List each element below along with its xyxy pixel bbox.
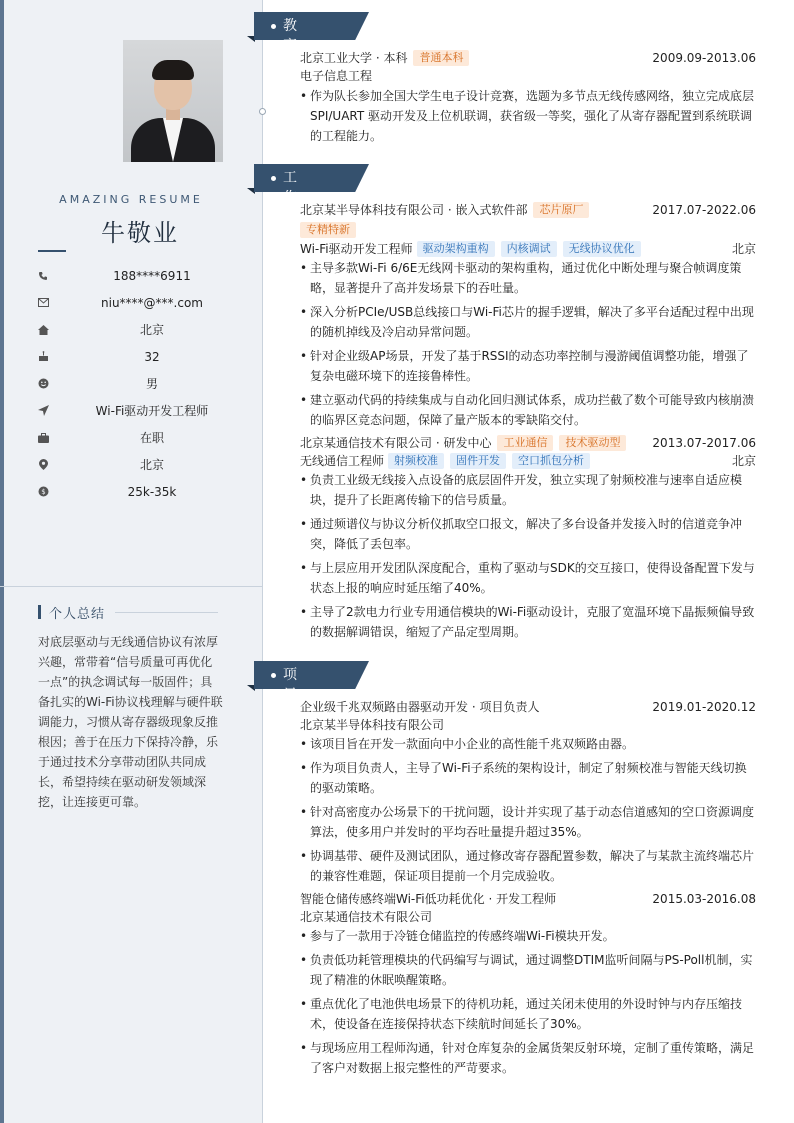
info-row-position (36, 397, 246, 424)
job-2-role-tag-2: 固件开发 (450, 453, 506, 469)
job-1-date: 2017.07-2022.06 (652, 203, 756, 217)
resume-tagline: AMAZING RESUME (59, 193, 203, 206)
list-item: • 负责低功耗管理模块的代码编写与调试，通过调整DTIM监听间隔与PS-Poll机制，实现了精准的休眠唤醒策略。 (300, 950, 756, 990)
job-1-company-tag-1: 芯片原厂 (533, 202, 589, 218)
location-text: 北京 (139, 458, 164, 472)
job-2-role-row (300, 452, 756, 470)
list-item: • 协调基带、硬件及测试团队，通过修改寄存器配置参数，解决了与某款主流终端芯片的兼容性难题，保证项目提前一个月完成验收。 (300, 846, 756, 886)
summary-text: 对底层驱动与无线通信协议有浓厚兴趣，常带着“信号质量可再优化一点”的执念调试每一版固件；具备扎实的Wi-Fi协议栈理解与硬件联调能力，习惯从寄存器级现象反推根因；善于在压力下保持冷静，乐于通过技术分享带动团队共同成长，希望持续在驱动研发领域深挖，让连接更可靠。 (38, 635, 223, 809)
project-2-date: 2015.03-2016.08 (652, 892, 756, 906)
briefcase-icon (36, 433, 50, 443)
education-major: 电子信息工程 (300, 69, 373, 83)
list-item: • 主导多款Wi-Fi 6/6E无线网卡驱动的架构重构，通过优化中断处理与聚合帧调度策略，显著提升了高并发场景下的吞吐量。 (300, 258, 756, 298)
info-row-status (36, 424, 246, 451)
job-1-role-tag-3: 无线协议优化 (563, 241, 641, 257)
job-1-role-tag-2: 内核调试 (501, 241, 557, 257)
contact-info-list (36, 262, 246, 505)
list-item: • 与上层应用开发团队深度配合，重构了驱动与SDK的交互接口，使得设备配置下发与状态上报的响应时延压缩了40%。 (300, 558, 756, 598)
section-title-education: 教育经历 (283, 18, 298, 94)
project-1-company: 北京某半导体科技有限公司 (300, 718, 445, 732)
list-item: • 深入分析PCIe/USB总线接口与Wi-Fi芯片的握手逻辑，解决了多平台适配过程中出现的随机掉线及冷启动异常问题。 (300, 302, 756, 342)
phone-icon (36, 271, 50, 281)
list-item: • 主导了2款电力行业专用通信模块的Wi-Fi驱动设计，克服了宽温环境下晶振频偏导致的数据解调错误，缩短了产品定型周期。 (300, 602, 756, 642)
sidebar-divider (0, 586, 262, 587)
home-icon (36, 325, 50, 335)
job-2-role: 无线通信工程师 (300, 454, 385, 468)
money-icon (36, 486, 50, 497)
list-item: • 作为队长参加全国大学生电子设计竞赛，选题为多节点无线传感网络，独立完成底层SPI/UART 驱动开发及上位机联调，获省级一等奖，强化了从寄存器配置到系统联调的工程能力。 (300, 86, 756, 146)
sidebar-edge-stripe (0, 0, 4, 1123)
name-underline (38, 250, 66, 252)
job-2-date: 2013.07-2017.06 (652, 436, 756, 450)
section-title-projects: 项目经历 (283, 667, 298, 743)
education-date: 2009.09-2013.06 (652, 51, 756, 65)
project-1-bullets (300, 734, 756, 890)
project-2-company: 北京某通信技术有限公司 (300, 910, 433, 924)
job-1-role-tag-1: 驱动架构重构 (417, 241, 495, 257)
job-2-location: 北京 (731, 454, 756, 468)
list-item: • 与现场应用工程师沟通，针对仓库复杂的金属货架反射环境，定制了重传策略，满足了客户对数据上报完整性的严苛要求。 (300, 1038, 756, 1078)
job-2-company-tag-2: 技术驱动型 (559, 435, 626, 451)
smile-icon (36, 378, 50, 389)
project-2-name: 智能仓储传感终端Wi-Fi低功耗优化 · 开发工程师 (300, 892, 557, 906)
job-2-role-tag-3: 空口抓包分析 (512, 453, 590, 469)
job-2-company-tag-1: 工业通信 (497, 435, 553, 451)
svg-text:$: $ (40, 488, 46, 497)
education-bullets (300, 86, 756, 150)
project-2-company-row (300, 908, 756, 926)
list-item: • 参与了一款用于冷链仓储监控的传感终端Wi-Fi模块开发。 (300, 926, 756, 946)
job-2-bullets (300, 470, 756, 646)
job-1-company-row (300, 201, 756, 219)
phone-text: 188****6911 (113, 268, 191, 283)
job-1-tag-row (300, 222, 756, 238)
info-row-age (36, 343, 246, 370)
info-row-gender (36, 370, 246, 397)
job-1-bullets (300, 258, 756, 434)
job-1-role: Wi-Fi驱动开发工程师 (300, 242, 413, 256)
list-item: • 重点优化了电池供电场景下的待机功耗，通过关闭未使用的外设时钟与内存压缩技术，使设备在连接保持状态下续航时间延长了30%。 (300, 994, 756, 1034)
salary-text: 25k-35k (127, 484, 177, 499)
section-title-work: 工作经历 (283, 170, 298, 246)
list-item: • 建立驱动代码的持续集成与自动化回归测试体系，成功拦截了数个可能导致内核崩溃的临界区竞态问题，保障了量产版本的零缺陷交付。 (300, 390, 756, 430)
location-pin-icon (36, 459, 50, 470)
status-text: 在职 (139, 431, 164, 445)
job-1-company-tag-2: 专精特新 (300, 222, 356, 238)
list-item: • 通过频谱仪与协议分析仪抓取空口报文，解决了多台设备并发接入时的信道竞争冲突，降低了丢包率。 (300, 514, 756, 554)
info-row-location (36, 451, 246, 478)
position-text: Wi-Fi驱动开发工程师 (95, 404, 209, 418)
summary-title: 个人总结 (49, 606, 106, 622)
job-2-role-tag-1: 射频校准 (388, 453, 444, 469)
home-text: 北京 (139, 323, 164, 337)
sidebar (0, 0, 263, 1123)
education-header-row (300, 49, 756, 67)
education-school: 北京工业大学 · 本科 (300, 51, 408, 65)
mail-icon (36, 298, 50, 307)
project-1-company-row (300, 716, 756, 734)
info-row-home (36, 316, 246, 343)
list-item: • 针对企业级AP场景，开发了基于RSSI的动态功率控制与漫游阈值调整功能，增强了复杂电磁环境下的连接鲁棒性。 (300, 346, 756, 386)
project-2-bullets (300, 926, 756, 1082)
send-icon (36, 405, 50, 416)
cake-icon (36, 351, 50, 362)
list-item: • 针对高密度办公场景下的干扰问题，设计并实现了基于动态信道感知的空口资源调度算法，使多用户并发时的平均吞吐量提升超过35%。 (300, 802, 756, 842)
education-tag: 普通本科 (413, 50, 469, 66)
project-1-date: 2019.01-2020.12 (652, 700, 756, 714)
main-content (262, 0, 794, 1123)
list-item: • 负责工业级无线接入点设备的底层固件开发，独立实现了射频校准与速率自适应模块，提升了长距离传输下的信号质量。 (300, 470, 756, 510)
summary-heading (38, 603, 218, 621)
project-2-header-row (300, 890, 756, 908)
project-1-header-row (300, 698, 756, 716)
gender-text: 男 (145, 377, 158, 391)
candidate-name: 牛敬业 (101, 219, 179, 247)
age-text: 32 (144, 349, 160, 364)
info-row-salary (36, 478, 246, 505)
job-2-company-row (300, 434, 756, 452)
job-1-location: 北京 (731, 242, 756, 256)
education-major-row (300, 67, 756, 85)
email-text: niu****@***.com (101, 295, 203, 310)
info-row-email (36, 289, 246, 316)
profile-photo (123, 40, 223, 162)
list-item: • 该项目旨在开发一款面向中小企业的高性能千兆双频路由器。 (300, 734, 756, 754)
job-2-company: 北京某通信技术有限公司 · 研发中心 (300, 436, 492, 450)
list-item: • 作为项目负责人，主导了Wi-Fi子系统的架构设计，制定了射频校准与智能天线切换的驱动策略。 (300, 758, 756, 798)
job-1-company: 北京某半导体科技有限公司 · 嵌入式软件部 (300, 203, 528, 217)
job-1-role-row (300, 240, 756, 258)
info-row-phone (36, 262, 246, 289)
project-1-name: 企业级千兆双频路由器驱动开发 · 项目负责人 (300, 700, 540, 714)
